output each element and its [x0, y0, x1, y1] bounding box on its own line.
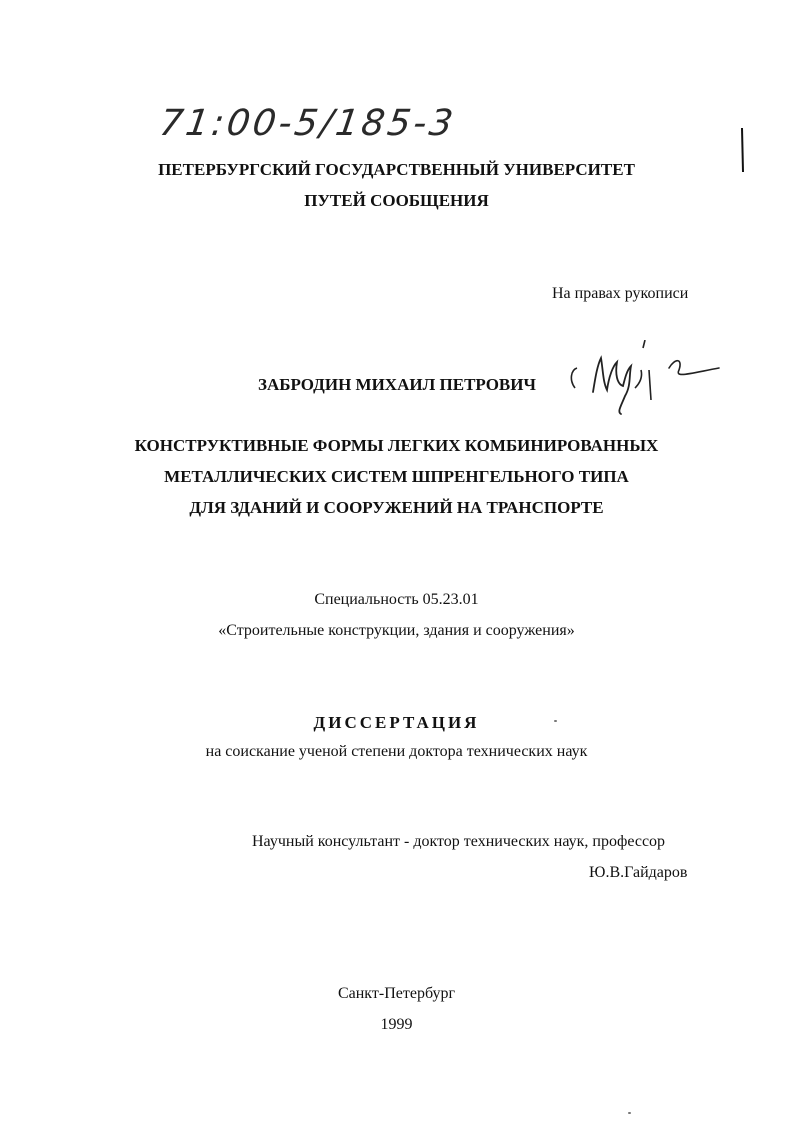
scan-speck [554, 720, 557, 722]
dissertation-heading: ДИССЕРТАЦИЯ [313, 713, 480, 732]
scan-speck [628, 1112, 631, 1114]
consultant-name: Ю.В.Гайдаров [589, 864, 688, 881]
dissertation-title-line-1: КОНСТРУКТИВНЫЕ ФОРМЫ ЛЕГКИХ КОМБИНИРОВАННЫХ [134, 436, 659, 455]
publication-year: 1999 [380, 1016, 413, 1033]
dissertation-title-line-2: МЕТАЛЛИЧЕСКИХ СИСТЕМ ШПРЕНГЕЛЬНОГО ТИПА [164, 467, 629, 486]
consultant-line: Научный консультант - доктор технических наук, профессор [252, 833, 666, 850]
rights-note: На правах рукописи [552, 285, 689, 302]
author-signature [565, 340, 735, 420]
university-name-line-2: ПУТЕЙ СООБЩЕНИЯ [304, 191, 489, 210]
dissertation-title-line-3: ДЛЯ ЗДАНИЙ И СООРУЖЕНИЙ НА ТРАНСПОРТЕ [189, 498, 604, 517]
university-name-line-1: ПЕТЕРБУРГСКИЙ ГОСУДАРСТВЕННЫЙ УНИВЕРСИТЕТ [158, 160, 635, 179]
author-name: ЗАБРОДИН МИХАИЛ ПЕТРОВИЧ [258, 375, 536, 394]
specialty-code: Специальность 05.23.01 [314, 591, 479, 608]
handwritten-archive-code: 71:00-5/185-3 [157, 103, 459, 144]
dissertation-subtitle: на соискание ученой степени доктора технических наук [205, 743, 588, 760]
specialty-name: «Строительные конструкции, здания и сооружения» [218, 622, 575, 639]
publication-place: Санкт-Петербург [337, 985, 456, 1002]
